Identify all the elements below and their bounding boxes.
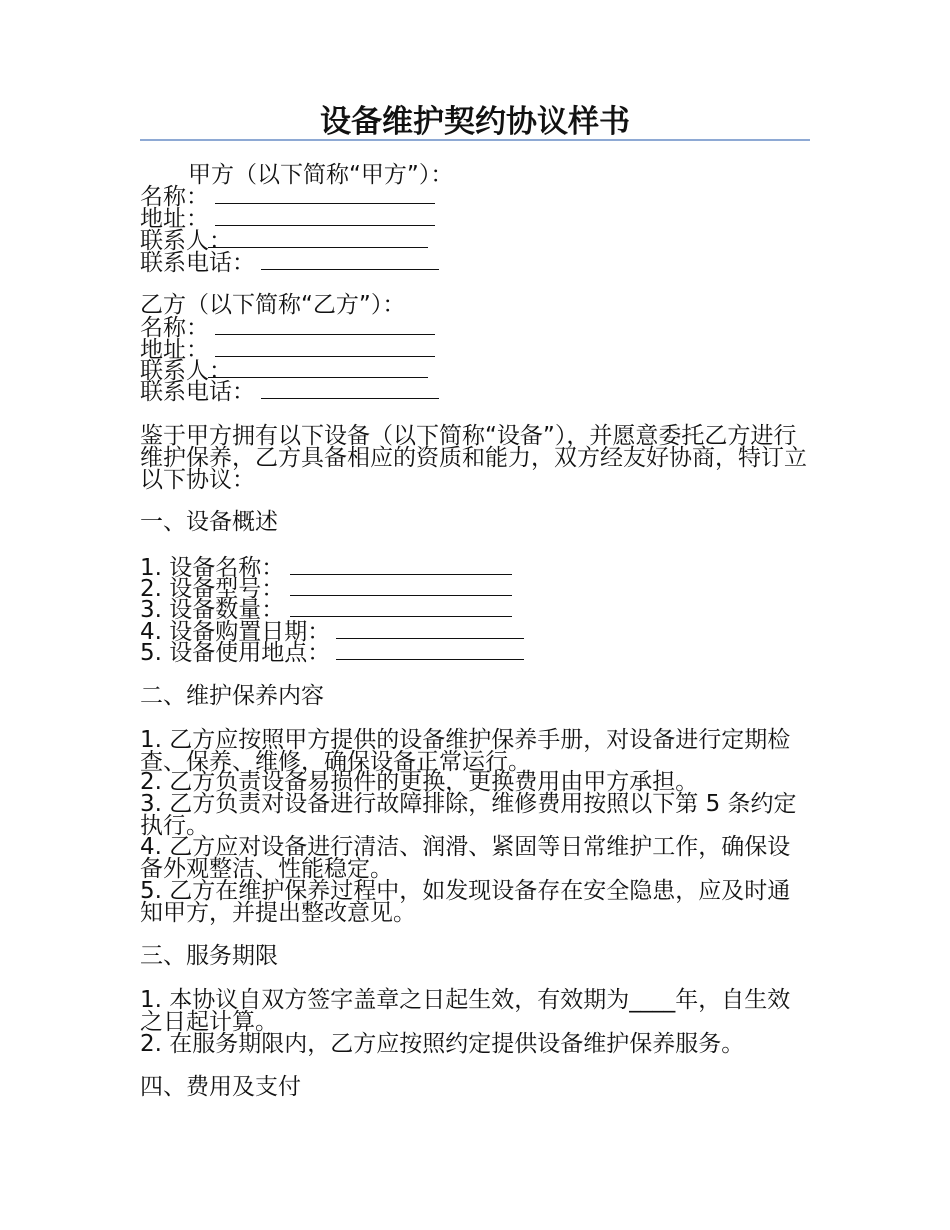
service-term-clause-1: 1. 本协议自双方签字盖章之日起生效，有效期为____年，自生效之日起计算。 <box>140 987 791 1035</box>
section-2-heading: 二、维护保养内容 <box>140 683 324 709</box>
field-label: 联系电话： <box>140 250 255 276</box>
fill-blank <box>336 641 524 660</box>
item-label: 5. 设备使用地点： <box>140 640 331 666</box>
service-term-clause-2: 2. 在服务期限内，乙方应按照约定提供设备维护保养服务。 <box>140 1031 745 1057</box>
maintenance-clause-5: 5. 乙方在维护保养过程中，如发现设备存在安全隐患，应及时通知甲方，并提出整改意见。 <box>140 878 791 926</box>
party-a-heading: 甲方（以下简称“甲方”）： <box>188 162 454 188</box>
fill-blank <box>208 359 428 378</box>
field-label: 联系电话： <box>140 379 255 405</box>
party-a-name-field <box>140 185 812 208</box>
fill-blank <box>261 251 439 270</box>
field-label: 名称： <box>140 315 209 341</box>
maintenance-clause-3: 3. 乙方负责对设备进行故障排除，维修费用按照以下第 5 条约定执行。 <box>140 791 797 839</box>
party-b-address-field <box>140 338 812 361</box>
item-label: 3. 设备数量： <box>140 597 285 623</box>
fill-blank <box>290 577 512 596</box>
party-b-name-field <box>140 316 812 339</box>
equipment-quantity-item <box>140 598 812 621</box>
section-4-heading: 四、费用及支付 <box>140 1074 301 1100</box>
party-a-phone-field <box>140 251 812 274</box>
fill-blank <box>215 185 435 204</box>
party-a-contact-field <box>140 229 812 252</box>
maintenance-clause-2: 2. 乙方负责设备易损件的更换，更换费用由甲方承担。 <box>140 769 699 795</box>
item-label: 1. 设备名称： <box>140 555 285 581</box>
document-title: 设备维护契约协议样书 <box>320 104 630 140</box>
equipment-location-item <box>140 641 812 664</box>
item-label: 4. 设备购置日期： <box>140 619 331 645</box>
preamble-paragraph: 鉴于甲方拥有以下设备（以下简称“设备”），并愿意委托乙方进行维护保养，乙方具备相应的资质和能力，双方经友好协商，特订立以下协议： <box>140 423 807 493</box>
party-b-heading: 乙方（以下简称“乙方”）： <box>140 292 406 318</box>
item-label: 2. 设备型号： <box>140 576 285 602</box>
section-1-heading: 一、设备概述 <box>140 509 278 535</box>
field-label: 地址： <box>140 206 209 232</box>
party-a-address-field <box>140 207 812 230</box>
maintenance-clause-4: 4. 乙方应对设备进行清洁、润滑、紧固等日常维护工作，确保设备外观整洁、性能稳定。 <box>140 834 791 882</box>
fill-blank <box>215 316 435 335</box>
fill-blank <box>290 598 512 617</box>
field-label: 联系人： <box>140 228 232 254</box>
fill-blank <box>290 556 512 575</box>
fill-blank <box>208 229 428 248</box>
fill-blank <box>215 338 435 357</box>
title-underline <box>140 139 810 141</box>
party-b-phone-field <box>140 380 812 403</box>
maintenance-clause-1: 1. 乙方应按照甲方提供的设备维护保养手册，对设备进行定期检查、保养、维修，确保设备正常运行。 <box>140 727 791 775</box>
section-3-heading: 三、服务期限 <box>140 943 278 969</box>
fill-blank <box>336 620 524 639</box>
fill-blank <box>261 380 439 399</box>
field-label: 名称： <box>140 184 209 210</box>
field-label: 联系人： <box>140 358 232 384</box>
fill-blank <box>215 207 435 226</box>
field-label: 地址： <box>140 337 209 363</box>
